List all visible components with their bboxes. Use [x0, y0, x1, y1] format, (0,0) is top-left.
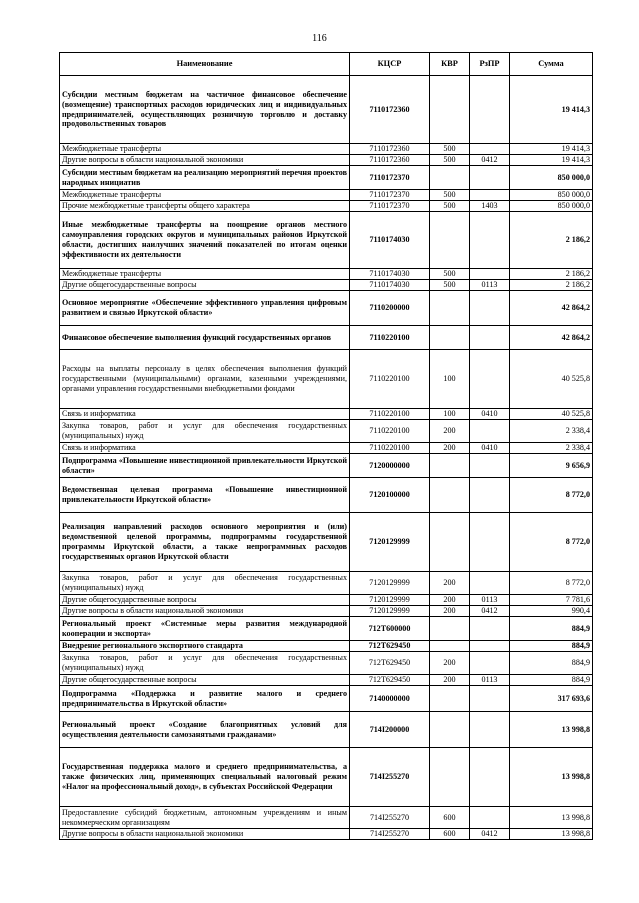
cell-sum: 8 772,0	[510, 478, 593, 513]
cell-name: Внедрение регионального экспортного стандарта	[60, 641, 350, 652]
cell-rzpr	[470, 712, 510, 748]
cell-kcsr: 7110200000	[350, 291, 430, 326]
table-row	[60, 675, 593, 686]
cell-kvr	[430, 326, 470, 350]
table-row	[60, 712, 593, 748]
table-row	[60, 595, 593, 606]
cell-sum: 2 186,2	[510, 212, 593, 269]
table-row	[60, 409, 593, 420]
cell-kcsr: 712Т600000	[350, 617, 430, 641]
cell-kvr: 600	[430, 829, 470, 840]
table-row	[60, 829, 593, 840]
cell-rzpr: 0113	[470, 675, 510, 686]
cell-sum: 8 772,0	[510, 572, 593, 595]
cell-rzpr	[470, 212, 510, 269]
cell-rzpr: 0412	[470, 155, 510, 166]
cell-kcsr: 7110220100	[350, 443, 430, 454]
cell-kvr: 200	[430, 606, 470, 617]
cell-kvr: 100	[430, 350, 470, 409]
cell-kvr: 500	[430, 201, 470, 212]
cell-rzpr	[470, 641, 510, 652]
cell-name: Региональный проект «Создание благоприятных условий для осуществления деятельности самозанятыми гражданами»	[60, 712, 350, 748]
cell-kvr: 500	[430, 280, 470, 291]
table-row	[60, 606, 593, 617]
cell-kcsr: 712Т629450	[350, 641, 430, 652]
cell-sum: 884,9	[510, 641, 593, 652]
cell-kcsr: 7110172360	[350, 144, 430, 155]
cell-kcsr: 712Т629450	[350, 675, 430, 686]
cell-name: Подпрограмма «Поддержка и развитие малого и среднего предпринимательства в Иркутской области»	[60, 686, 350, 712]
table-row	[60, 478, 593, 513]
table-row	[60, 269, 593, 280]
table-row	[60, 155, 593, 166]
table-body	[60, 76, 593, 840]
cell-rzpr: 1403	[470, 201, 510, 212]
table-row	[60, 212, 593, 269]
cell-sum: 19 414,3	[510, 144, 593, 155]
table-row	[60, 350, 593, 409]
cell-sum: 850 000,0	[510, 166, 593, 190]
cell-kcsr: 7110172370	[350, 201, 430, 212]
cell-sum: 13 998,8	[510, 712, 593, 748]
cell-name: Другие общегосударственные вопросы	[60, 280, 350, 291]
cell-kvr	[430, 166, 470, 190]
cell-kvr	[430, 641, 470, 652]
cell-sum: 13 998,8	[510, 748, 593, 807]
cell-name: Предоставление субсидий бюджетным, автономным учреждениям и иным некоммерческим организациям	[60, 807, 350, 829]
cell-rzpr	[470, 478, 510, 513]
cell-rzpr	[470, 652, 510, 675]
cell-kcsr: 714I200000	[350, 712, 430, 748]
cell-kvr: 200	[430, 652, 470, 675]
cell-rzpr	[470, 291, 510, 326]
table-row	[60, 454, 593, 478]
cell-kvr: 200	[430, 675, 470, 686]
cell-rzpr	[470, 513, 510, 572]
cell-kcsr: 7110172360	[350, 76, 430, 144]
cell-kcsr: 712Т629450	[350, 652, 430, 675]
cell-sum: 2 186,2	[510, 280, 593, 291]
cell-sum: 13 998,8	[510, 807, 593, 829]
cell-kvr: 100	[430, 409, 470, 420]
cell-rzpr	[470, 454, 510, 478]
cell-kcsr: 714I255270	[350, 807, 430, 829]
cell-kcsr: 7110174030	[350, 280, 430, 291]
cell-kvr: 500	[430, 190, 470, 201]
cell-rzpr: 0113	[470, 595, 510, 606]
cell-name: Региональный проект «Системные меры развития международной кооперации и экспорта»	[60, 617, 350, 641]
cell-name: Реализация направлений расходов основного мероприятия и (или) ведомственной целевой программы, подпрограммы государственной программы Иркутской области, а также непрограммных расходов государственных органов Иркутской области	[60, 513, 350, 572]
cell-name: Другие вопросы в области национальной экономики	[60, 155, 350, 166]
cell-kvr: 200	[430, 595, 470, 606]
cell-rzpr	[470, 617, 510, 641]
cell-rzpr	[470, 76, 510, 144]
cell-name: Иные межбюджетные трансферты на поощрение органов местного самоуправления городских округов и муниципальных районов Иркутской области, достигших наилучших значений показателей по итогам оценки эффективности их деятельности	[60, 212, 350, 269]
cell-sum: 42 864,2	[510, 326, 593, 350]
cell-name: Другие общегосударственные вопросы	[60, 595, 350, 606]
cell-sum: 19 414,3	[510, 76, 593, 144]
cell-kcsr: 714I255270	[350, 748, 430, 807]
cell-kcsr: 7120000000	[350, 454, 430, 478]
cell-sum: 317 693,6	[510, 686, 593, 712]
cell-kcsr: 7110174030	[350, 212, 430, 269]
cell-kvr	[430, 748, 470, 807]
table-row	[60, 748, 593, 807]
cell-rzpr: 0113	[470, 280, 510, 291]
cell-name: Закупка товаров, работ и услуг для обеспечения государственных (муниципальных) нужд	[60, 420, 350, 443]
cell-name: Подпрограмма «Повышение инвестиционной привлекательности Иркутской области»	[60, 454, 350, 478]
cell-kvr	[430, 686, 470, 712]
cell-kcsr: 7110172370	[350, 166, 430, 190]
cell-name: Межбюджетные трансферты	[60, 144, 350, 155]
cell-rzpr: 0410	[470, 409, 510, 420]
cell-rzpr: 0410	[470, 443, 510, 454]
cell-kcsr: 7120129999	[350, 606, 430, 617]
cell-name: Другие вопросы в области национальной экономики	[60, 829, 350, 840]
cell-kvr	[430, 291, 470, 326]
cell-sum: 2 338,4	[510, 443, 593, 454]
header-kvr: КВР	[430, 53, 470, 76]
cell-kcsr: 7140000000	[350, 686, 430, 712]
cell-sum: 2 338,4	[510, 420, 593, 443]
cell-rzpr: 0412	[470, 829, 510, 840]
cell-kcsr: 7110220100	[350, 409, 430, 420]
cell-sum: 40 525,8	[510, 350, 593, 409]
table-row	[60, 641, 593, 652]
cell-sum: 884,9	[510, 675, 593, 686]
cell-sum: 850 000,0	[510, 201, 593, 212]
table-row	[60, 443, 593, 454]
header-row	[60, 53, 593, 76]
page-number: 116	[312, 33, 327, 44]
cell-sum: 2 186,2	[510, 269, 593, 280]
cell-name: Субсидии местным бюджетам на частичное финансовое обеспечение (возмещение) транспортных расходов юридических лиц и индивидуальных предпринимателей, осуществляющих розничную торговлю и доставку продовольственных товаров	[60, 76, 350, 144]
cell-kcsr: 7110174030	[350, 269, 430, 280]
cell-sum: 19 414,3	[510, 155, 593, 166]
table-row	[60, 76, 593, 144]
header-sum: Сумма	[510, 53, 593, 76]
table-row	[60, 513, 593, 572]
cell-name: Прочие межбюджетные трансферты общего характера	[60, 201, 350, 212]
cell-kvr	[430, 454, 470, 478]
cell-sum: 7 781,6	[510, 595, 593, 606]
cell-sum: 990,4	[510, 606, 593, 617]
cell-sum: 850 000,0	[510, 190, 593, 201]
cell-name: Связь и информатика	[60, 443, 350, 454]
cell-kcsr: 7120129999	[350, 595, 430, 606]
budget-table	[59, 52, 593, 840]
cell-kcsr: 7120129999	[350, 513, 430, 572]
cell-rzpr	[470, 420, 510, 443]
table-row	[60, 652, 593, 675]
cell-name: Основное мероприятие «Обеспечение эффективного управления цифровым развитием и связью Иркутской области»	[60, 291, 350, 326]
cell-kvr	[430, 513, 470, 572]
cell-kvr: 500	[430, 144, 470, 155]
cell-sum: 13 998,8	[510, 829, 593, 840]
cell-name: Связь и информатика	[60, 409, 350, 420]
cell-kvr: 500	[430, 155, 470, 166]
cell-kcsr: 7120100000	[350, 478, 430, 513]
cell-sum: 8 772,0	[510, 513, 593, 572]
cell-name: Государственная поддержка малого и среднего предпринимательства, а также физических лиц, применяющих специальный налоговый режим «Налог на профессиональный доход», в субъектах Российской Федерации	[60, 748, 350, 807]
cell-name: Закупка товаров, работ и услуг для обеспечения государственных (муниципальных) нужд	[60, 572, 350, 595]
table-row	[60, 280, 593, 291]
cell-kvr	[430, 212, 470, 269]
header-kcsr: КЦСР	[350, 53, 430, 76]
cell-kcsr: 7110220100	[350, 350, 430, 409]
cell-name: Ведомственная целевая программа «Повышение инвестиционной привлекательности Иркутской области»	[60, 478, 350, 513]
table-row	[60, 420, 593, 443]
cell-name: Другие вопросы в области национальной экономики	[60, 606, 350, 617]
cell-kvr	[430, 76, 470, 144]
cell-name: Закупка товаров, работ и услуг для обеспечения государственных (муниципальных) нужд	[60, 652, 350, 675]
cell-rzpr	[470, 572, 510, 595]
header-name: Наименование	[60, 53, 350, 76]
table-row	[60, 686, 593, 712]
cell-rzpr	[470, 350, 510, 409]
header-rzpr: РзПР	[470, 53, 510, 76]
cell-rzpr	[470, 166, 510, 190]
cell-kvr: 500	[430, 269, 470, 280]
table-row	[60, 291, 593, 326]
cell-kvr	[430, 617, 470, 641]
cell-rzpr	[470, 748, 510, 807]
table-row	[60, 166, 593, 190]
table-row	[60, 201, 593, 212]
cell-kcsr: 714I255270	[350, 829, 430, 840]
cell-kcsr: 7120129999	[350, 572, 430, 595]
cell-rzpr: 0412	[470, 606, 510, 617]
cell-name: Другие общегосударственные вопросы	[60, 675, 350, 686]
cell-name: Расходы на выплаты персоналу в целях обеспечения выполнения функций государственными (муниципальными) органами, казенными учреждениями, органами управления государственными внебюджетными фондами	[60, 350, 350, 409]
cell-name: Финансовое обеспечение выполнения функций государственных органов	[60, 326, 350, 350]
cell-rzpr	[470, 190, 510, 201]
cell-sum: 42 864,2	[510, 291, 593, 326]
cell-kcsr: 7110172370	[350, 190, 430, 201]
table-row	[60, 807, 593, 829]
table-row	[60, 617, 593, 641]
cell-rzpr	[470, 326, 510, 350]
cell-kvr: 200	[430, 443, 470, 454]
cell-name: Межбюджетные трансферты	[60, 190, 350, 201]
cell-name: Субсидии местным бюджетам на реализацию мероприятий перечня проектов народных инициатив	[60, 166, 350, 190]
cell-rzpr	[470, 269, 510, 280]
cell-kvr: 200	[430, 420, 470, 443]
table-row	[60, 326, 593, 350]
cell-kvr	[430, 478, 470, 513]
cell-rzpr	[470, 807, 510, 829]
cell-sum: 884,9	[510, 617, 593, 641]
table-row	[60, 190, 593, 201]
cell-sum: 40 525,8	[510, 409, 593, 420]
cell-sum: 884,9	[510, 652, 593, 675]
table-row	[60, 144, 593, 155]
cell-name: Межбюджетные трансферты	[60, 269, 350, 280]
cell-kcsr: 7110220100	[350, 420, 430, 443]
cell-kvr	[430, 712, 470, 748]
cell-kvr: 600	[430, 807, 470, 829]
cell-kcsr: 7110220100	[350, 326, 430, 350]
cell-kvr: 200	[430, 572, 470, 595]
cell-rzpr	[470, 144, 510, 155]
cell-kcsr: 7110172360	[350, 155, 430, 166]
table-row	[60, 572, 593, 595]
cell-rzpr	[470, 686, 510, 712]
cell-sum: 9 656,9	[510, 454, 593, 478]
